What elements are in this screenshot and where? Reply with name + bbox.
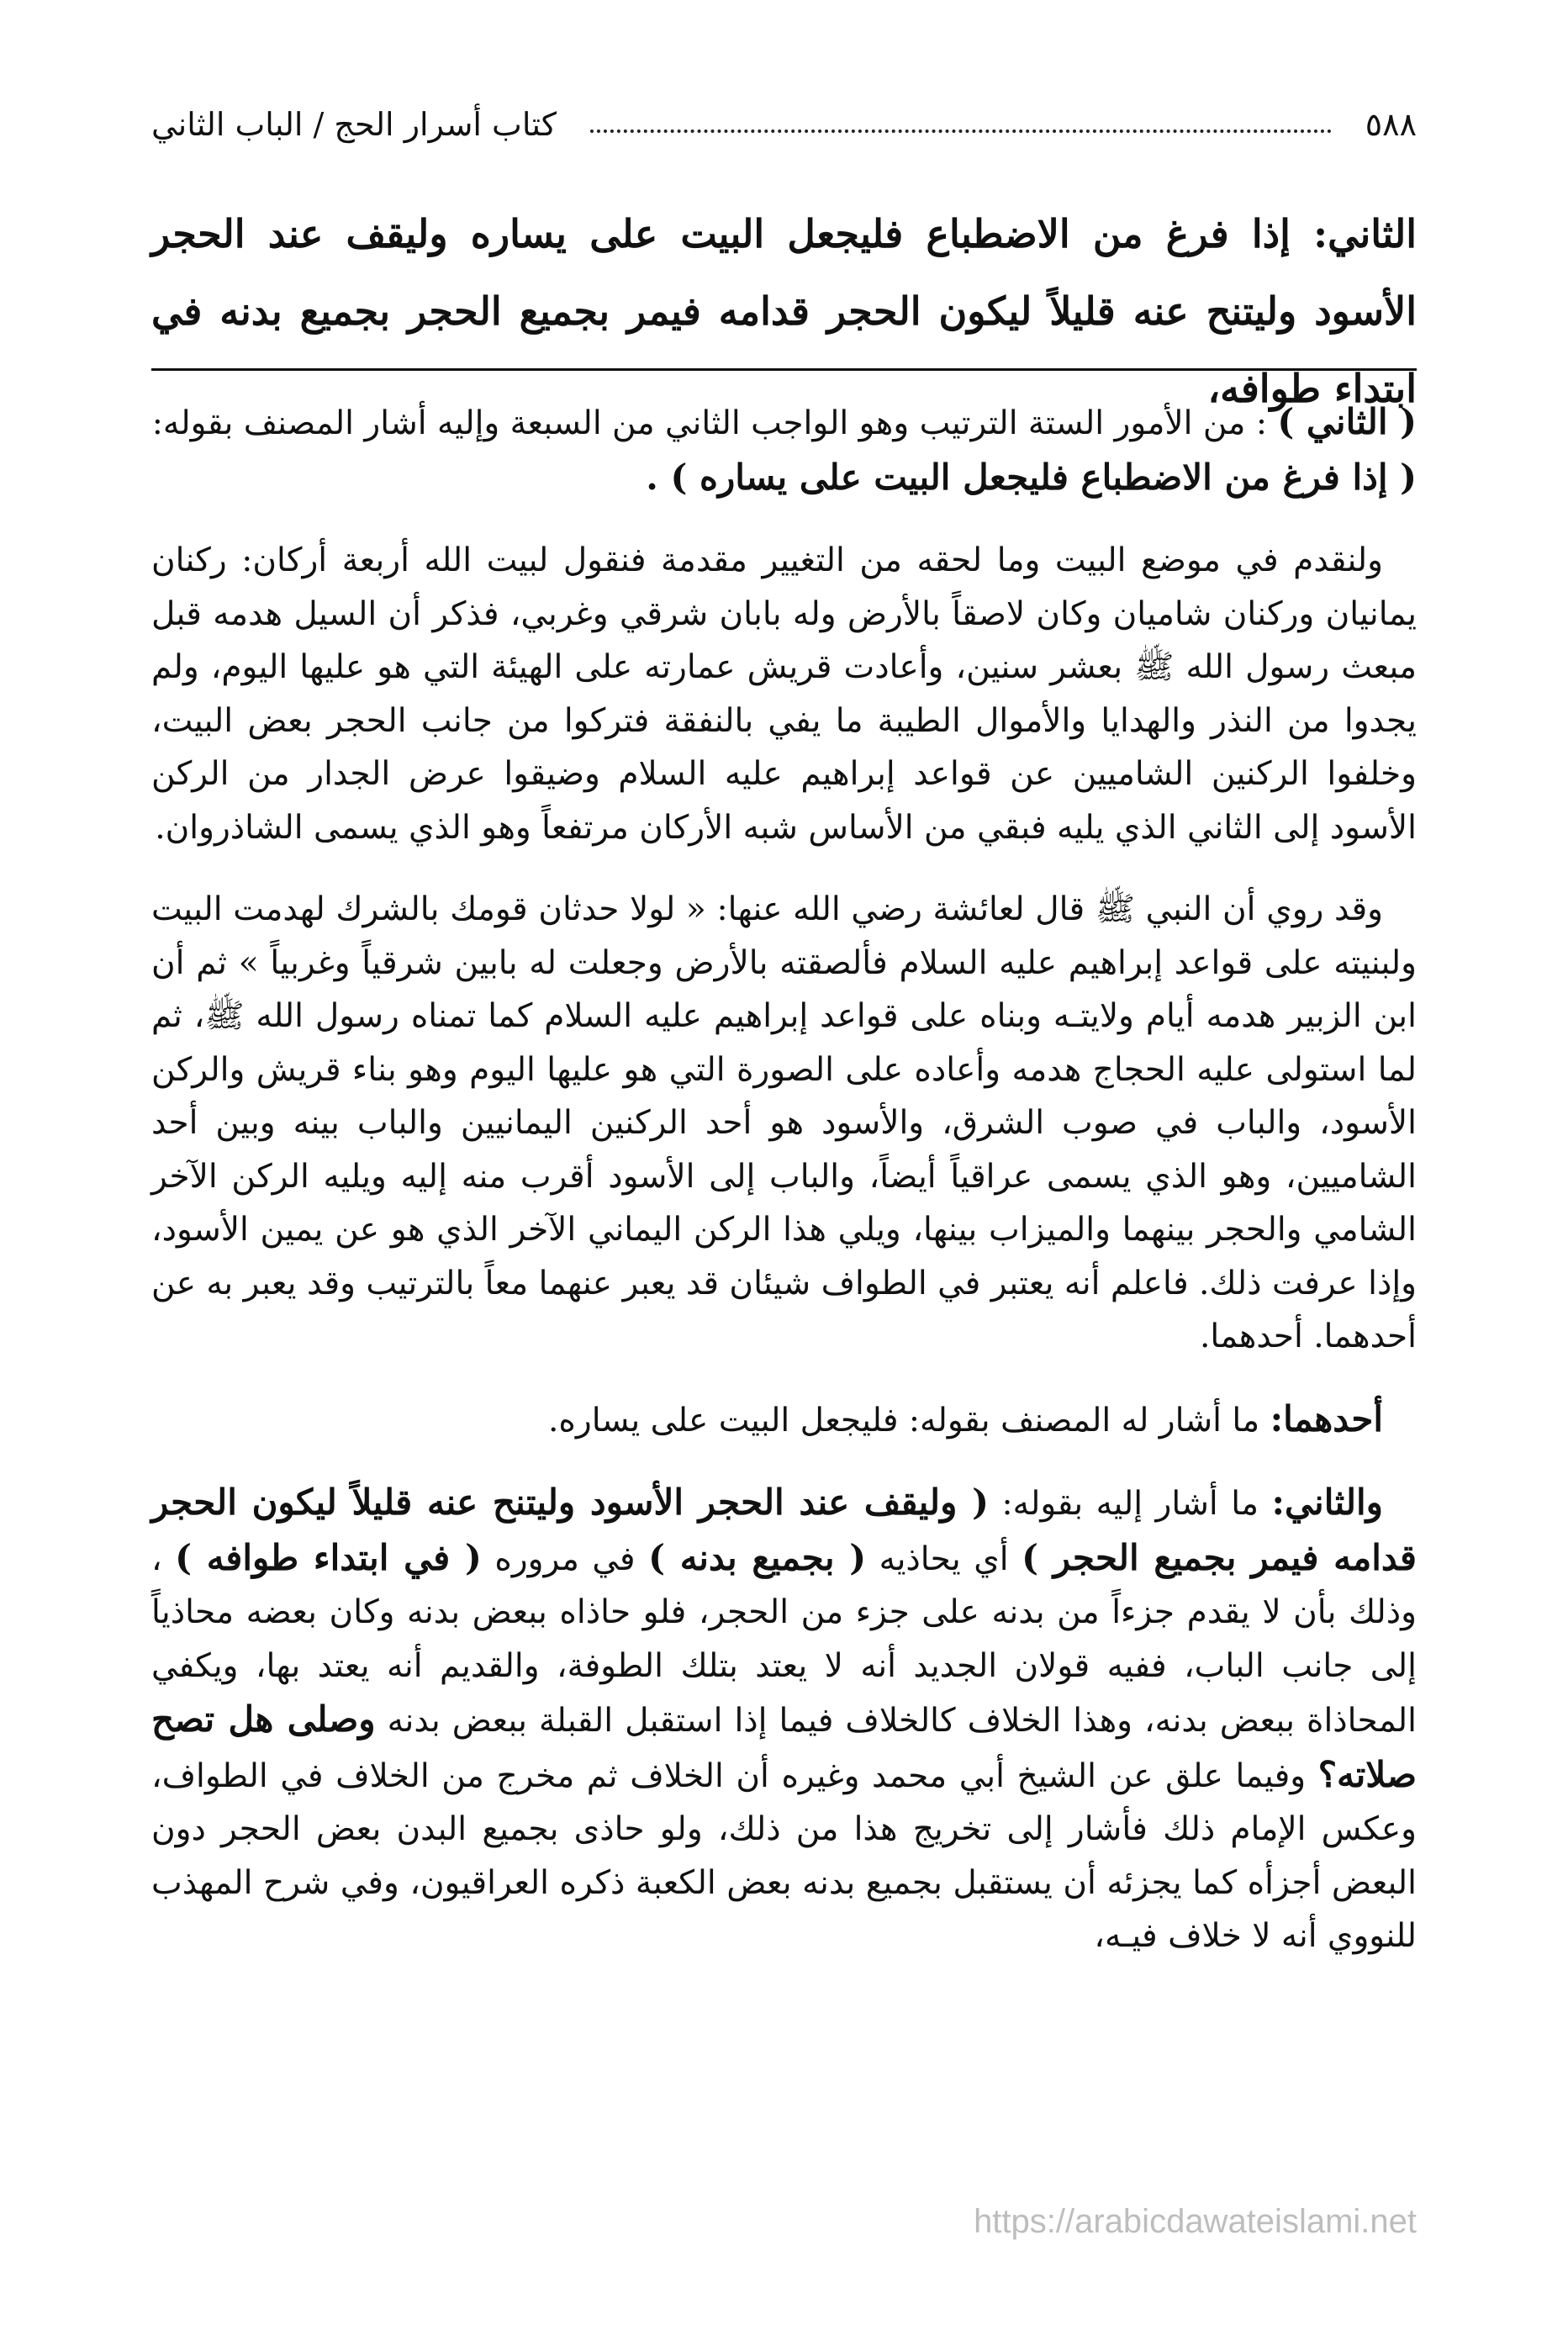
commentary-paragraph-5	[151, 1476, 1417, 1963]
commentary-text: ما أشار إليه بقوله:	[1001, 1485, 1259, 1523]
commentary	[151, 395, 1417, 1963]
commentary-quote: ( وليقف عند الحجر الأسود وليتنح عنه قليلاً ليكون الحجر قدامه فيمر بجميع الحجر )	[151, 1482, 1417, 1578]
commentary-label-second: ( الثاني )	[1277, 401, 1417, 442]
running-title: كتاب أسرار الحج / الباب الثاني	[151, 106, 557, 143]
commentary-paragraph-2: ولنقدم في موضع البيت وما لحقه من التغيير مقدمة فنقول لبيت الله أربعة أركان: ركنان يمانيان وركنان شاميان وكان لاصقاً بالأرض وله بابان شرقي وغربي، فذكر أن السيل هدمه قبل مبعث رسول الله ﷺ بعشر سنين، وأعادت قريش عمارته على الهيئة التي هو عليها اليوم، ولم يجدوا من النذر والهدايا والأموال الطيبة ما يفي بالنفقة فتركوا من جانب الحجر بعض البيت، وخلفوا الركنين الشاميين عن قواعد إبراهيم عليه السلام وضيقوا عرض الجدار من الركن الأسود إلى الثاني الذي يليه فبقي من الأساس شبه الأركان مرتفعاً وهو الذي يسمى الشاذروان.	[151, 541, 1417, 847]
page-header	[151, 84, 1417, 143]
commentary-text: ، وذلك بأن لا يقدم جزءاً من بدنه على جزء من الحجر، فلو حاذاه ببعض بدنه وكان بعضه محاذياً إلى جانب الباب، ففيه قولان الجديد أنه لا يعتد بتلك الطوفة، والقديم أنه يعتد بها، ويكفي المحاذاة ببعض بدنه، وهذا الخلاف كالخلاف فيما إذا استقبل القبلة ببعض بدنه	[151, 1540, 1417, 1740]
page-number: ٥٨٨	[1365, 106, 1417, 143]
commentary-text: وفيما علق عن الشيخ أبي محمد وغيره أن الخلاف ثم مخرج من الخلاف في الطواف، وعكس الإمام ذلك فأشار إلى تخريج هذا من ذلك، ولو حاذى بجميع البدن بعض الحجر دون البعض أجزأه كما يجزئه أن يستقبل بجميع بدنه بعض الكعبة ذكره العراقيون، وفي شرح المهذب للنووي أنه لا خلاف فيـه،	[151, 1757, 1417, 1955]
commentary-text: أي يحاذيه	[879, 1540, 1009, 1578]
separator-rule	[151, 368, 1417, 371]
commentary-label-first: أحدهما:	[1270, 1397, 1383, 1440]
header-dotted-leader	[590, 129, 1332, 133]
commentary-quote: ( إذا فرغ من الاضطباع فليجعل البيت على يساره ) .	[646, 456, 1417, 498]
commentary-paragraph-4	[151, 1392, 1417, 1448]
commentary-text: في مروره	[494, 1540, 636, 1578]
main-text	[151, 195, 1417, 427]
commentary-text: : من الأمور الستة الترتيب وهو الواجب الثاني من السبعة وإليه أشار المصنف بقوله:	[151, 404, 1267, 442]
watermark-url: https://arabicdawateislami.net	[974, 2203, 1417, 2240]
commentary-quote: ( في ابتداء طوافه )	[175, 1536, 482, 1578]
main-text-label: الثاني:	[1313, 211, 1417, 256]
main-text-body: إذا فرغ من الاضطباع فليجعل البيت على يساره وليقف عند الحجر الأسود وليتنح عنه قليلاً ليكون الحجر قدامه فيمر بجميع الحجر بجميع بدنه في ابتداء طوافه،	[151, 211, 1417, 411]
commentary-bold-phrase: وصلى هل تصح صلاته؟	[151, 1698, 1417, 1795]
commentary-paragraph-3: وقد روي أن النبي ﷺ قال لعائشة رضي الله عنها: « لولا حدثان قومك بالشرك لهدمت البيت ولبنيته على قواعد إبراهيم عليه السلام فألصقته بالأرض وجعلت له بابين شرقياً وغربياً » ثم أن ابن الزبير هدمه أيام ولايتـه وبناه على قواعد إبراهيم عليه السلام كما تمناه رسول الله ﷺ، ثم لما استولى عليه الحجاج هدمه وأعاده على الصورة التي هو عليها اليوم وهو بناء قريش والركن الأسود، والباب في صوب الشرق، والأسود هو أحد الركنين اليمانيين والباب بينه وبين أحد الشاميين، وهو الذي يسمى عراقياً أيضاً، والباب إلى الأسود أقرب منه إليه ويليه الركن الآخر الشامي والحجر بينهما والميزاب بينها، ويلي هذا الركن اليماني الآخر الذي هو عن يمين الأسود، وإذا عرفت ذلك. فاعلم أنه يعتبر في الطواف شيئان قد يعبر عنهما معاً بالترتيب وقد يعبر به عن أحدهما. أحدهما.	[151, 890, 1417, 1355]
commentary-quote: ( بجميع بدنه )	[648, 1536, 867, 1578]
commentary-label-second-b: والثاني:	[1271, 1482, 1383, 1523]
commentary-text: ما أشار له المصنف بقوله: فليجعل البيت على يساره.	[548, 1401, 1260, 1440]
commentary-paragraph-1	[151, 395, 1417, 505]
